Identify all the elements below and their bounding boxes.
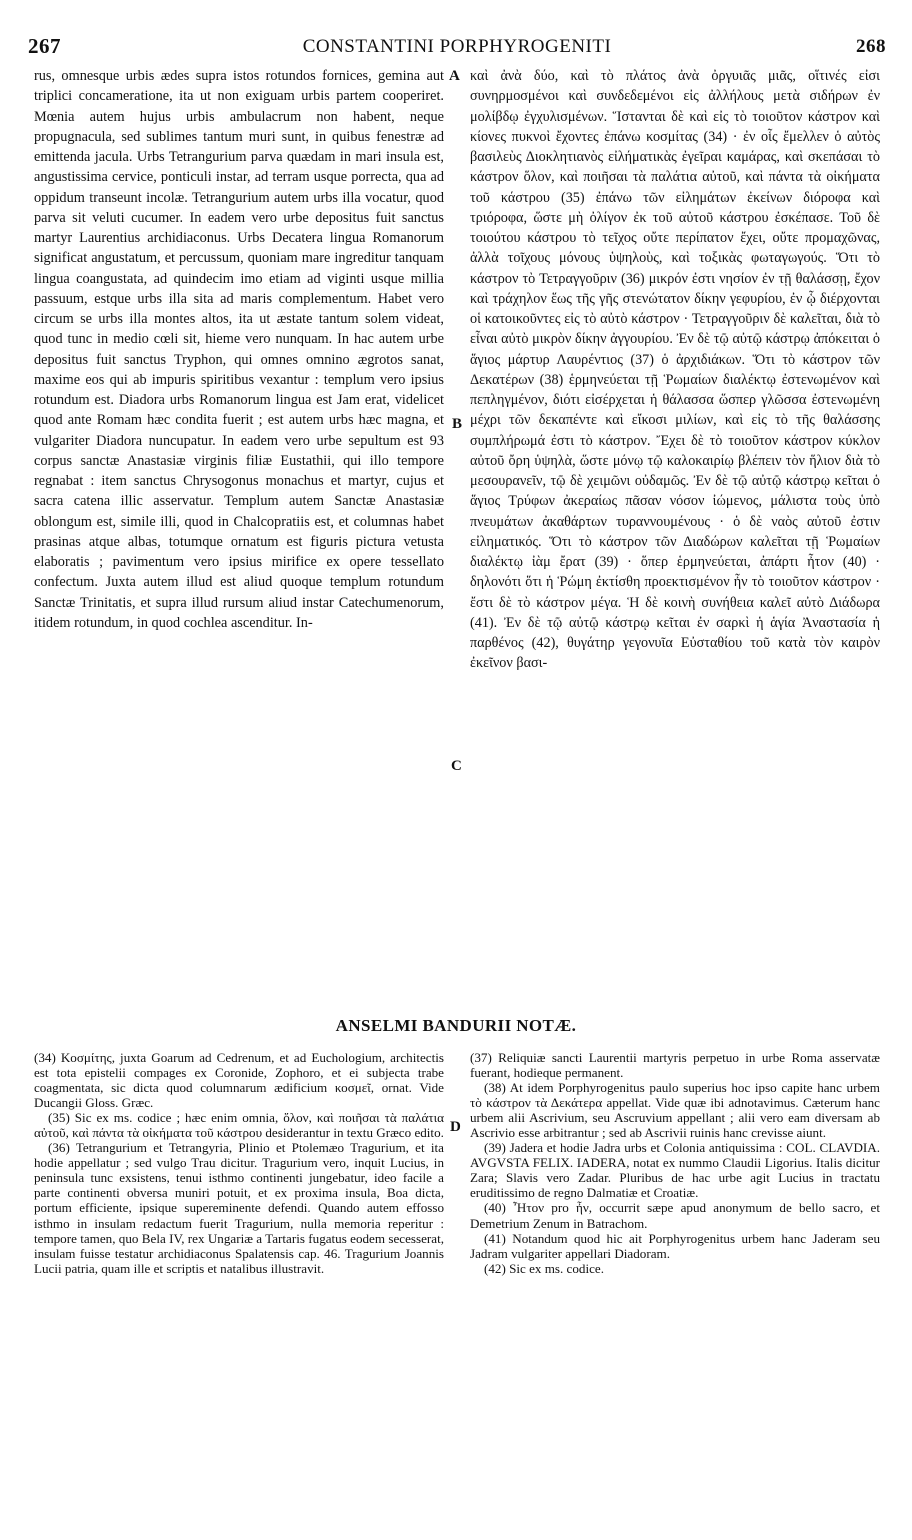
page-number-left: 267 — [28, 34, 61, 58]
footnote: (38) At idem Porphyrogenitus paulo superius hoc ipso capite hanc urbem τὸ κάστρον τὰ Δεκάτερα appellat. Vide quæ ibi adnotavimus. Cæterum hanc urbem alii Ascrivium, seu Ascruvium appellant ; alii vero eam diversam ab Ascrivio esse arbitrantur ; sed ab Ascrivii ruinis hanc crevisse aiunt. — [470, 1080, 880, 1141]
margin-marker-d: D — [450, 1119, 461, 1135]
footnote: (40) Ἦτον pro ἦν, occurrit sæpe apud anonymum de bello sacro, et Demetrium Zenum in Batrachom. — [470, 1200, 880, 1231]
footnote: (37) Reliquiæ sancti Laurentii martyris perpetuo in urbe Roma asservatæ fuerant, hodieque permanent. — [470, 1050, 880, 1081]
footnote: (42) Sic ex ms. codice. — [484, 1260, 604, 1276]
footnote: (34) Κοσμίτης, juxta Goarum ad Cedrenum, et ad Euchologium, architectis est tota epistelii compages ex Coronide, Zophoro, et ei subjecta trabe coagmentata, sic dicta quod columnarum ædificium κοσμεῖ, ornat. Vide Ducangii Gloss. Græc. — [34, 1050, 444, 1111]
greek-text: καὶ ἀνὰ δύο, καὶ τὸ πλάτος ἀνὰ ὀργυιᾶς μιᾶς, οἵτινές εἰσι συνηρμοσμένοι καὶ συνδεδεμένοι εἰς ἀλλήλους μετὰ σιδήρων ἐν μολίβδῳ ἐγχυλισμένων. Ἵστανται δὲ καὶ εἰς τὸ τοιοῦτον κάστρον καὶ κίονες πυκνοὶ ἔχοντες ἐπάνω κοσμίτας (34) · ἐν οἷς ἔμελλεν ὁ αὐτὸς βασιλεὺς Διοκλητιανὸς εἰλήματικὰς ἐγεῖραι καμάρας, καὶ σκεπάσαι τὸ κάστρον ὅλον, καὶ ποιῆσαι τὰ παλάτια αὐτοῦ, καὶ πάντα τὰ οἰκήματα τοῦ κάστρου (35) ἐπάνω τῶν εἰλημάτων ἐκείνων διόροφα καὶ τριόροφα, ὥστε μὴ ὀλίγον ἐκ τοῦ αὐτοῦ κάστρου ἐσκέπασε. Τοῦ δὲ τοιούτου κάστρου τὸ τεῖχος οὔτε περίπατον ἔχει, οὔτε προμαχῶνας, ἀλλὰ τοῖχους μόνους ὑψηλοὺς, καὶ τοξικὰς φωταγωγούς. Ὅτι τὸ κάστρον τὸ Τετραγγοῦριν (36) μικρόν ἐστι νησίον ἐν τῇ θαλάσσῃ, ἔχον καὶ τράχηλον ἕως τῆς γῆς στενώτατον δίκην γεφυρίου, ἐν ᾧ διέρχονται οἱ κατοικοῦντες εἰς τὸ αὐτὸ κάστρον · Τετραγγοῦριν δὲ καλεῖται, διὰ τὸ εἶναι αὐτὸ μικρὸν δίκην ἀγγουρίου. Ἐν δὲ τῷ αὐτῷ κάστρῳ ἀπόκειται ὁ ἅγιος μάρτυρ Λαυρέντιος (37) ὁ ἀρχιδιάκων. Ὅτι τὸ κάστρον τῶν Δεκατέρων (38) ἑρμηνεύεται τῇ Ῥωμαίων διαλέκτῳ ἐστενωμένον καὶ πεπληγμένον, διότι εἰσέρχεται ἡ θάλασσα ὥσπερ γλῶσσα ἐστενωμένη μέχρι τῶν δεκαπέντε καὶ εἴκοσι μιλίων, καὶ εἰς τὸ τῆς θαλάσσης συμπλήρωμά ἐστι τὸ κάστρον. Ἔχει δὲ τὸ τοιοῦτον κάστρον κύκλον αὐτοῦ ὄρη ὑψηλὰ, ὥστε μόνῳ τῷ καλοκαιρίῳ βλέπειν τὸν ἥλιον διὰ τὸ μεσουρανεῖν, τῷ δὲ χειμῶνι οὐδαμῶς. Ἐν δὲ τῷ αὐτῷ κάστρῳ κεῖται ὁ ἅγιος Τρύφων ἀκεραίως πᾶσαν νόσον ἰώμενος, μάλιστα τοὺς ὑπὸ πνευμάτων ἀκαθάρτων τυραννουμένους · ὁ δὲ ναὸς αὐτοῦ ἐστιν εἰληματικός. Ὅτι τὸ κάστρον τῶν Διαδώρων καλεῖται τῇ Ῥωμαίων διαλέκτῳ ἰὰμ ἔρατ (39) · ὅπερ ἑρμηνεύεται, ἀπάρτι ἦτον (40) · δηλονότι ὅτι ἡ Ῥώμη ἐκτίσθη προεκτισμένον ἦν τὸ τοιοῦτον κάστρον · ἔστι δὲ τὸ κάστρον μέγα. Ἡ δὲ κοινὴ συνήθεια καλεῖ αὐτὸ Διάδωρα (41). Ἐν δὲ τῷ αὐτῷ κάστρῳ κεῖται ἐν σαρκὶ ἡ ἁγία Ἀναστασία ἡ παρθένος (42), θυγάτηρ γεγονυῖα Εὐσταθίου τοῦ κατὰ τὸν καιρὸν ἐκεῖνον βασι- — [470, 68, 880, 672]
page-number-right: 268 — [856, 36, 886, 57]
margin-marker-b: B — [452, 416, 463, 432]
notes-title: ANSELMI BANDURII NOTÆ. — [335, 1016, 577, 1035]
page-header — [28, 34, 886, 60]
latin-column — [34, 66, 444, 633]
footnote: (39) Jadera et hodie Jadra urbs et Colonia antiquissima : COL. CLAVDIA. AVGVSTA FELIX. IADERA, notat ex nummo Claudii Ligorius. Italis dicitur Zara; Slavis vero Zadar. Pluribus de hac urbe agit Lucius in tractatu eruditissimo de regno Dalmatiæ et Croatiæ. — [470, 1140, 880, 1201]
greek-column — [470, 66, 880, 674]
footnote: (41) Notandum quod hic ait Porphyrogenitus urbem hanc Jaderam seu Jadram vulgariter appellari Diadoram. — [470, 1230, 880, 1261]
footnote: (36) Tetrangurium et Tetrangyria, Plinio et Ptolemæo Tragurium, et ita hodie appellatur ; sed vulgo Trau dicitur. Tragurium vero, inquit Lucius, in peninsula tunc exsistens, tenui isthmo continenti jungebatur, ideo facile a parte continenti obversa muniri potuit, et ex proxima insula, Boa dicta, portum efficiente, ipsique supereminente defendi. Quando autem effosso isthmo in insulam redactum fuerit Tragurium, nulla memoria reperitur : tempore tamen, quo Bela IV, rex Ungariæ a Tartaris fugatus eodem secesserat, insulam fuisse testatur archidiaconus Spalatensis cap. 46. Tragurium Joannis Lucii patria, quam ille et scriptis et natalibus illustravit. — [34, 1140, 444, 1276]
margin-marker-c: C — [451, 758, 462, 774]
notes-right-column — [470, 1050, 880, 1276]
notes-left-column — [34, 1050, 444, 1276]
latin-text: rus, omnesque urbis ædes supra istos rotundos fornices, gemina aut triplici concameratione, ita ut non exiguam urbis partem cooperiret. Mœnia autem hujus urbis ambulacrum non habent, neque propugnacula, sed sublimes tantum muri sunt, in quibus fenestræ ad emittenda jacula. Urbs Tetrangurium parva quædam in mari insula est, angustissima cervice, ponticuli instar, ad terram usque porrecta, qua ad oppidum transeunt incolæ. Tetrangurium autem urbs illa vocatur, quod parva sit veluti cucumer. In eadem vero urbe depositus fuit sanctus martyr Laurentius archidiaconus. Urbs Decatera lingua Romanorum significat angustatum, et percussum, quoniam mare ingreditur tanquam lingua coangustata, ad quindecim imo etiam ad viginti usque millia passuum, estque urbs illa sita ad maris complementum. Habet vero circum se urbs illa montes altos, ita ut æstate tantum solem videat, quod tunc in medio cœli sit, hieme vero nunquam. In hac autem urbe depositus fuit sanctus Tryphon, qui omnes omnino ægrotos sanat, maxime eos qui ab impuris spiritibus vexantur : templum vero ipsius rotundum est. Diadora urbs Romanorum lingua est Jam erat, videlicet quod ante Romam hæc condita fuerit ; est autem urbs hæc magna, et vulgariter Diadora nuncupatur. In eadem vero urbe sepultum est 93 corpus sanctæ Anastasiæ virginis filiæ Eustathii, qui illo tempore regnabat : item sanctus Chrysogonus monachus et martyr, cujus et sacra catena illic asservatur. Templum autem Sanctæ Anastasiæ oblongum est, simile illi, quod in Chalcopratiis est, et columnas habet prasinas atque albas, totumque ornatum est figuris pictura vetusta elaboratis ; pavimentum vero ipsius mirifice ex opere tessellato confectum. Juxta autem illud est aliud quoque templum rotundum Sanctæ Trinitatis, et supra illud rursum aliud instar Catechumenorum, itidem rotundum, in quod cochlea ascenditur. In- — [34, 68, 444, 631]
margin-marker-a: A — [449, 68, 460, 84]
running-title: CONSTANTINI PORPHYROGENITI — [302, 36, 612, 57]
footnote: (35) Sic ex ms. codice ; hæc enim omnia, ὅλον, καὶ ποιῆσαι τὰ παλάτια αὐτοῦ, καὶ πάντα τὰ οἰκήματα τοῦ κάστρου desiderantur in textu Græco edito. — [34, 1110, 444, 1141]
